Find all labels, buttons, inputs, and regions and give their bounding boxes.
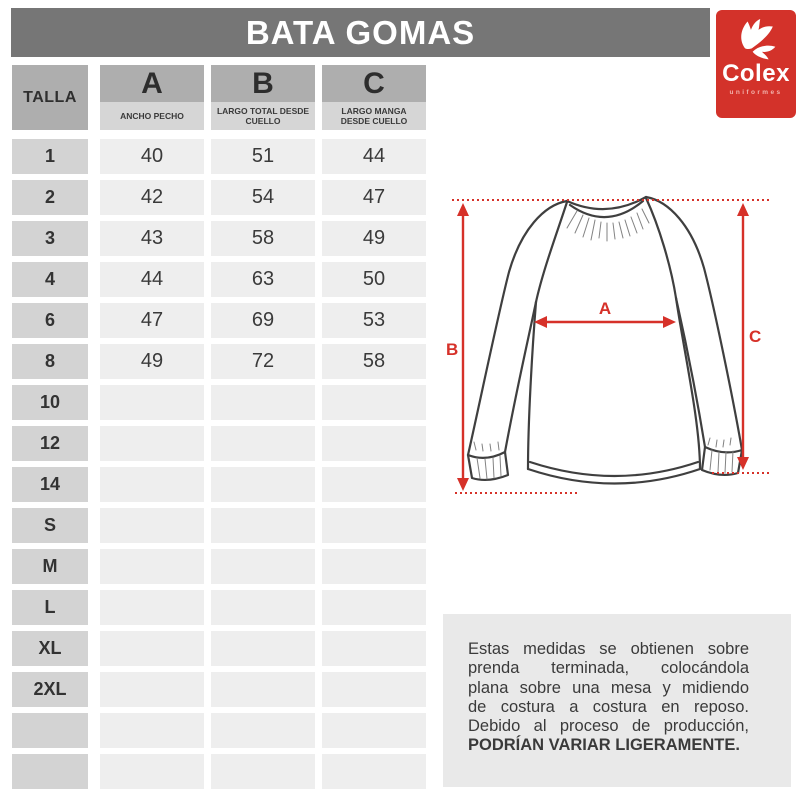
table-row — [12, 303, 426, 338]
value-c: 44 — [322, 139, 426, 174]
column-description-b — [211, 102, 315, 130]
size-cell: 6 — [12, 303, 88, 338]
value-b — [211, 426, 315, 461]
table-row — [12, 467, 426, 502]
page-title: BATA GOMAS — [245, 13, 476, 51]
note-line: prenda terminada, colocándola — [468, 659, 749, 678]
label-c: C — [749, 327, 762, 346]
shirt-outline-drawing — [468, 197, 742, 484]
column-letter-b: B — [211, 65, 315, 102]
neck-gather-lines — [567, 209, 649, 241]
value-b: 51 — [211, 139, 315, 174]
value-b: 72 — [211, 344, 315, 379]
table-row — [12, 180, 426, 215]
value-b: 58 — [211, 221, 315, 256]
value-c — [322, 508, 426, 543]
column-header-b — [211, 65, 315, 130]
value-b — [211, 631, 315, 666]
table-row — [12, 672, 426, 707]
bird-wings-icon — [732, 19, 780, 61]
value-a — [100, 672, 204, 707]
table-row — [12, 262, 426, 297]
value-a — [100, 467, 204, 502]
table-row — [12, 631, 426, 666]
column-description-b-line1: LARGO TOTAL DESDE — [216, 106, 310, 116]
value-a — [100, 549, 204, 584]
table-row — [12, 713, 426, 748]
size-table-body — [12, 139, 426, 789]
measurement-note — [443, 614, 791, 787]
column-description-c-line1: LARGO MANGA — [341, 106, 407, 116]
column-letter-a: A — [100, 65, 204, 102]
note-line: de costura a costura en reposo. — [468, 697, 749, 716]
size-cell: M — [12, 549, 88, 584]
column-description-c-line2: DESDE CUELLO — [340, 116, 408, 126]
size-cell: 3 — [12, 221, 88, 256]
table-row — [12, 139, 426, 174]
value-b — [211, 467, 315, 502]
value-a: 43 — [100, 221, 204, 256]
value-b — [211, 713, 315, 748]
value-a — [100, 508, 204, 543]
size-cell: L — [12, 590, 88, 625]
table-row — [12, 590, 426, 625]
size-cell: 4 — [12, 262, 88, 297]
table-row — [12, 549, 426, 584]
label-a: A — [598, 299, 612, 318]
value-c — [322, 754, 426, 789]
garment-measurement-diagram — [444, 192, 796, 507]
value-a: 49 — [100, 344, 204, 379]
value-b: 63 — [211, 262, 315, 297]
table-row — [12, 426, 426, 461]
size-cell: 8 — [12, 344, 88, 379]
note-line: Debido al proceso de producción, — [468, 717, 749, 736]
size-column-header: TALLA — [12, 65, 88, 130]
size-cell: 1 — [12, 139, 88, 174]
table-row — [12, 385, 426, 420]
value-c — [322, 713, 426, 748]
value-c: 53 — [322, 303, 426, 338]
label-b: B — [446, 340, 459, 359]
value-b — [211, 754, 315, 789]
column-description-c — [322, 102, 426, 130]
arrow-a-head-left — [534, 316, 547, 328]
value-a: 44 — [100, 262, 204, 297]
value-c: 58 — [322, 344, 426, 379]
value-c — [322, 549, 426, 584]
value-b — [211, 549, 315, 584]
value-c — [322, 385, 426, 420]
value-c — [322, 426, 426, 461]
column-description-a — [100, 102, 204, 130]
value-a — [100, 385, 204, 420]
size-cell: XL — [12, 631, 88, 666]
table-row — [12, 508, 426, 543]
size-cell: 2XL — [12, 672, 88, 707]
value-c — [322, 672, 426, 707]
arrow-b-head-bottom — [457, 478, 469, 491]
size-cell: 14 — [12, 467, 88, 502]
note-line: plana sobre una mesa y midiendo — [468, 678, 749, 697]
colex-logo — [716, 10, 796, 118]
table-row — [12, 754, 426, 789]
column-letter-c: C — [322, 65, 426, 102]
value-a — [100, 631, 204, 666]
column-header-c — [322, 65, 426, 130]
value-a: 40 — [100, 139, 204, 174]
size-cell — [12, 754, 88, 789]
cuff-gather-lines — [474, 438, 733, 479]
value-b — [211, 508, 315, 543]
value-b — [211, 672, 315, 707]
value-b: 54 — [211, 180, 315, 215]
arrow-a-head-right — [663, 316, 676, 328]
value-c — [322, 590, 426, 625]
value-c: 49 — [322, 221, 426, 256]
value-a — [100, 713, 204, 748]
value-a — [100, 754, 204, 789]
measurement-arrows — [446, 200, 772, 493]
value-a — [100, 426, 204, 461]
value-a: 42 — [100, 180, 204, 215]
column-description-a-line1: ANCHO PECHO — [120, 111, 184, 121]
value-c — [322, 467, 426, 502]
note-line: Estas medidas se obtienen sobre — [468, 640, 749, 658]
value-a — [100, 590, 204, 625]
value-b — [211, 385, 315, 420]
value-c: 47 — [322, 180, 426, 215]
logo-subtitle: uniformes — [729, 89, 783, 96]
value-c — [322, 631, 426, 666]
arrow-b-head-top — [457, 203, 469, 216]
title-bar — [11, 8, 710, 57]
note-line-bold: PODRÍAN VARIAR LIGERAMENTE. — [468, 736, 740, 755]
value-b: 69 — [211, 303, 315, 338]
size-cell: 10 — [12, 385, 88, 420]
size-cell — [12, 713, 88, 748]
value-b — [211, 590, 315, 625]
arrow-c-head-top — [737, 203, 749, 216]
size-cell: 2 — [12, 180, 88, 215]
size-cell: S — [12, 508, 88, 543]
table-row — [12, 221, 426, 256]
value-c: 50 — [322, 262, 426, 297]
logo-wordmark: Colex — [722, 60, 790, 87]
value-a: 47 — [100, 303, 204, 338]
column-description-b-line2: CUELLO — [245, 116, 281, 126]
table-row — [12, 344, 426, 379]
size-cell: 12 — [12, 426, 88, 461]
column-header-a — [100, 65, 204, 130]
